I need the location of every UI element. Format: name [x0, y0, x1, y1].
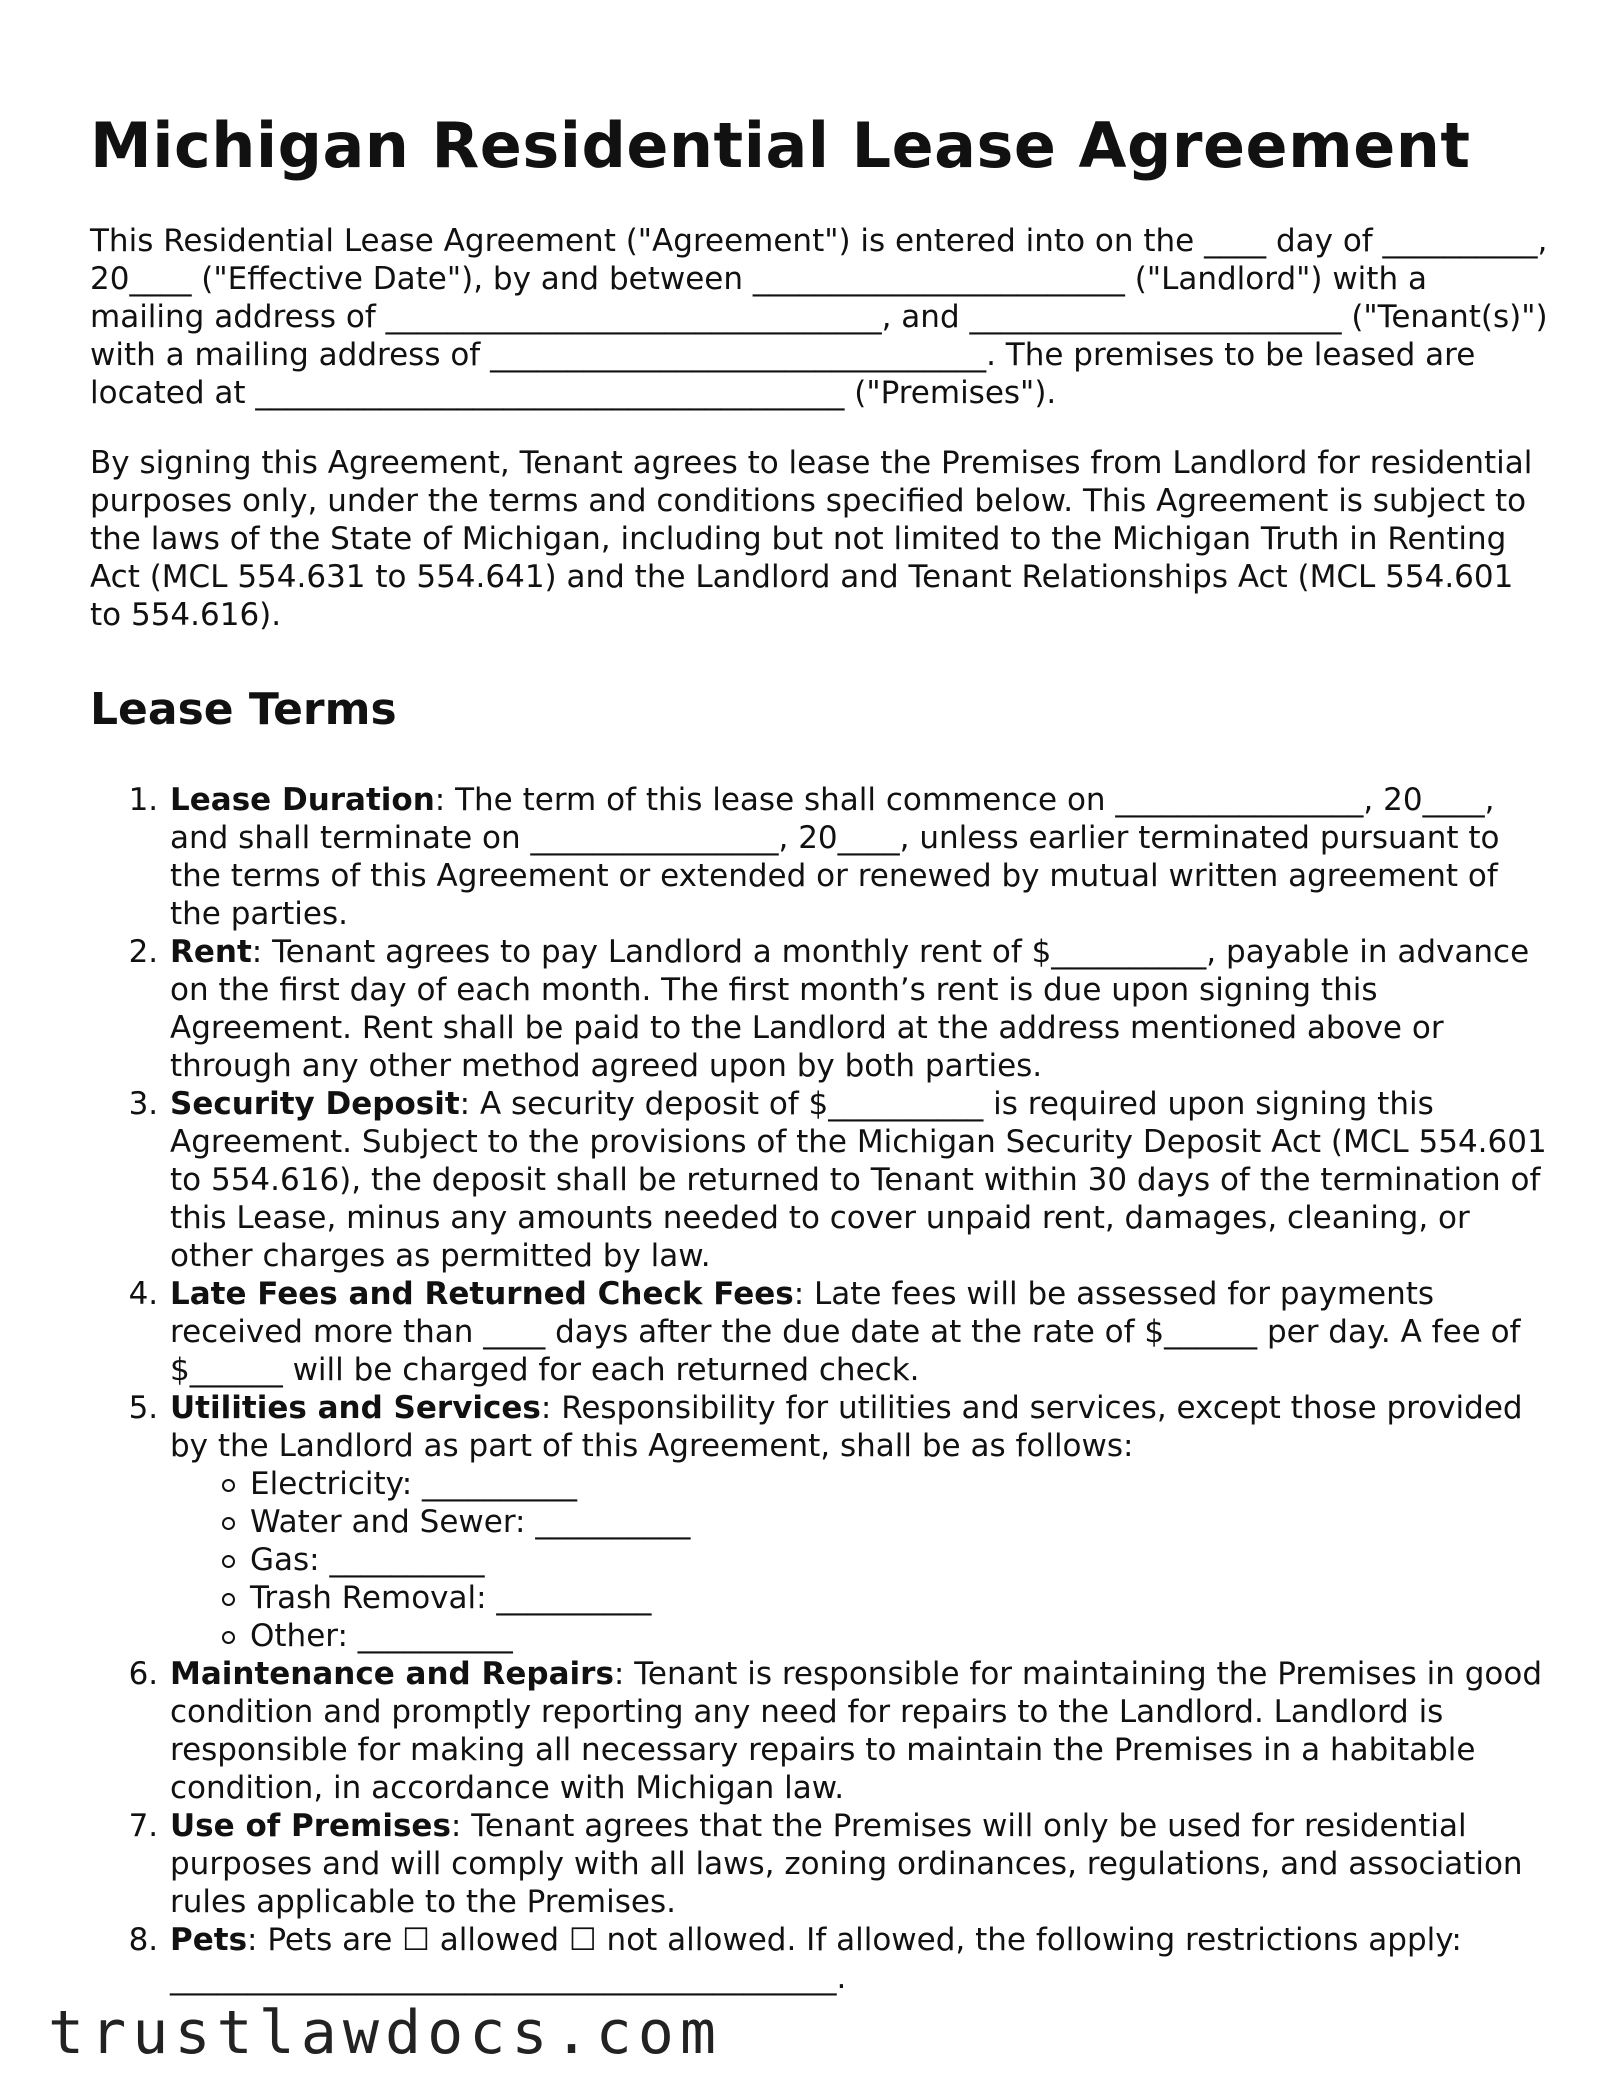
term-rent: [168, 933, 1550, 1085]
utility-gas: Gas: __________: [222, 1541, 1550, 1579]
term-late-fees: [168, 1275, 1550, 1389]
term-maintenance: [168, 1655, 1550, 1807]
watermark-text: trustlawdocs.com: [48, 1998, 722, 2068]
agreement-scope-paragraph: By signing this Agreement, Tenant agrees to lease the Premises from Landlord for residential purposes only, under the terms and conditions specified below. This Agreement is subject to the laws of the State of Michigan, including but not limited to the Michigan Truth in Renting Act (MCL 554.631 to 554.641) and the Landlord and Tenant Relationships Act (MCL 554.601 to 554.616).: [90, 445, 1543, 634]
term-text: : Late fees will be assessed for payments received more than ____ days after the due date at the rate of $______ per day. A fee of $______ will be charged for each returned check.: [170, 1275, 1521, 1388]
term-title: Late Fees and Returned Check Fees: [170, 1275, 794, 1312]
intro-paragraph: This Residential Lease Agreement ("Agreement") is entered into on the ____ day of __________, 20____ ("Effective Date"), by and between ________________________ ("Landlord") with a mailing address of ________________________________, and ________________________ ("Tenant(s)") with a mailing address of ________________________________. The premises to be leased are located at ______________________________________ ("Premises").: [90, 223, 1558, 412]
utilities-list: [170, 1465, 1550, 1655]
term-title: Pets: [170, 1921, 248, 1958]
utility-other: Other: __________: [222, 1617, 1550, 1655]
term-text: : A security deposit of $__________ is required upon signing this Agreement. Subject to the provisions of the Michigan Security Deposit Act (MCL 554.601 to 554.616), the deposit shall be returned to Tenant within 30 days of the termination of this Lease, minus any amounts needed to cover unpaid rent, damages, cleaning, or other charges as permitted by law.: [170, 1085, 1547, 1274]
utility-water-sewer: Water and Sewer: __________: [222, 1503, 1550, 1541]
term-lease-duration: [168, 781, 1550, 933]
term-title: Lease Duration: [170, 781, 435, 818]
term-title: Rent: [170, 933, 252, 970]
section-heading-lease-terms: Lease Terms: [90, 684, 397, 736]
utility-trash: Trash Removal: __________: [222, 1579, 1550, 1617]
term-text: : Tenant is responsible for maintaining the Premises in good condition and promptly reporting any need for repairs to the Landlord. Landlord is responsible for making all necessary repairs to maintain the Premises in a habitable condition, in accordance with Michigan law.: [170, 1655, 1543, 1806]
term-text: : Pets are ☐ allowed ☐ not allowed. If allowed, the following restrictions apply: ___________________________________________.: [170, 1921, 1462, 1996]
term-text: : Tenant agrees that the Premises will only be used for residential purposes and will comply with all laws, zoning ordinances, regulations, and association rules applicable to the Premises.: [170, 1807, 1523, 1920]
document-page: [90, 109, 1558, 1997]
term-title: Utilities and Services: [170, 1389, 541, 1426]
term-text: : The term of this lease shall commence on ________________, 20____, and shall terminate on ________________, 20____, unless earlier terminated pursuant to the terms of this Agreement or extended or renewed by mutual written agreement of the parties.: [170, 781, 1500, 932]
term-security-deposit: [168, 1085, 1550, 1275]
term-text: : Tenant agrees to pay Landlord a monthly rent of $__________, payable in advance on the first day of each month. The first month’s rent is due upon signing this Agreement. Rent shall be paid to the Landlord at the address mentioned above or through any other method agreed upon by both parties.: [170, 933, 1530, 1084]
lease-terms-list: [90, 781, 1550, 1997]
term-use-of-premises: [168, 1807, 1550, 1921]
term-title: Security Deposit: [170, 1085, 460, 1122]
term-title: Use of Premises: [170, 1807, 451, 1844]
page-title: Michigan Residential Lease Agreement: [90, 109, 1471, 182]
term-pets: [168, 1921, 1550, 1997]
term-text: : Responsibility for utilities and services, except those provided by the Landlord as part of this Agreement, shall be as follows:: [170, 1389, 1523, 1464]
term-utilities: [168, 1389, 1550, 1655]
term-title: Maintenance and Repairs: [170, 1655, 614, 1692]
utility-electricity: Electricity: __________: [222, 1465, 1550, 1503]
